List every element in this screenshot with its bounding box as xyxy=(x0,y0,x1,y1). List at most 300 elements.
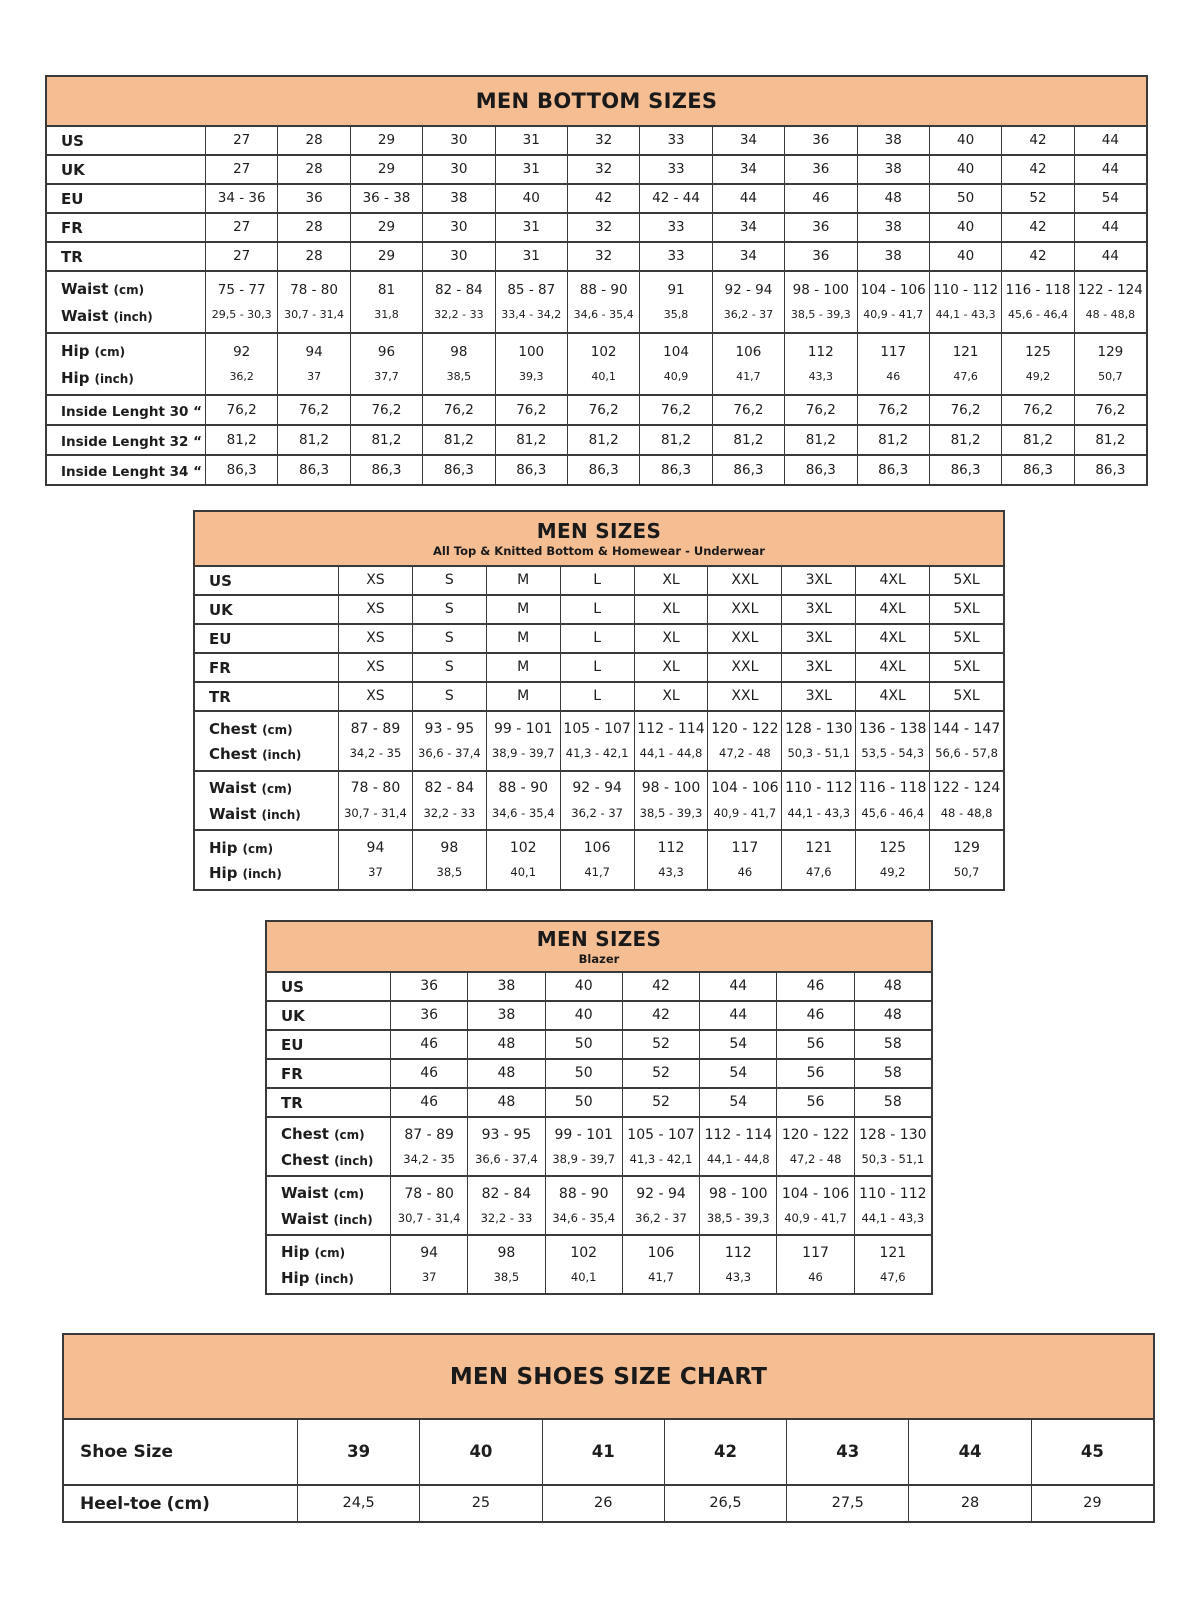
cell xyxy=(495,214,567,241)
row-label-text: Chest xyxy=(209,745,257,763)
cell xyxy=(1074,334,1146,394)
value: 48 xyxy=(884,190,902,207)
table-men-bottom-sizes xyxy=(45,75,1148,486)
value: 44 xyxy=(1101,132,1119,149)
cell xyxy=(467,1118,544,1175)
value: 76,2 xyxy=(371,401,402,418)
value: 33 xyxy=(667,248,685,265)
value: 36 xyxy=(812,219,830,236)
cell xyxy=(277,214,349,241)
table-row xyxy=(47,241,1146,270)
row-label-line xyxy=(61,461,202,480)
value: XL xyxy=(662,629,680,646)
cell xyxy=(205,272,277,332)
cell xyxy=(350,334,422,394)
value-inch: 41,7 xyxy=(648,1269,674,1284)
cell xyxy=(277,426,349,454)
value: 29 xyxy=(377,161,396,178)
cell xyxy=(545,1002,622,1029)
value: 76,2 xyxy=(878,401,909,418)
row-label-line xyxy=(209,600,233,619)
value: 31 xyxy=(522,132,540,149)
cell xyxy=(350,185,422,212)
cell xyxy=(545,1060,622,1087)
value: 41 xyxy=(591,1441,615,1461)
value: 32 xyxy=(595,248,613,265)
cell xyxy=(467,1089,544,1116)
cell xyxy=(929,127,1001,154)
value: 86,3 xyxy=(878,461,909,478)
cell xyxy=(639,272,711,332)
value-inch: 34,6 - 35,4 xyxy=(491,805,555,820)
value-inch: 34,2 - 35 xyxy=(349,746,402,761)
value-cm: 94 xyxy=(420,1244,439,1261)
value-inch: 47,2 - 48 xyxy=(719,746,771,761)
row-label xyxy=(64,1486,297,1521)
value: M xyxy=(517,687,530,704)
cell xyxy=(707,712,781,770)
row-label-line xyxy=(61,431,202,450)
table-title: MEN SIZES xyxy=(536,927,662,951)
value-cm: 94 xyxy=(305,344,323,361)
cell xyxy=(338,683,412,710)
value-cm: 81 xyxy=(377,282,396,299)
value-cm: 98 xyxy=(450,344,468,361)
cell xyxy=(707,625,781,652)
cell xyxy=(857,214,929,241)
cell xyxy=(338,831,412,889)
cell xyxy=(422,214,494,241)
value: 76,2 xyxy=(950,401,981,418)
cell xyxy=(712,334,784,394)
value: 29 xyxy=(377,219,396,236)
cell xyxy=(467,1002,544,1029)
value: L xyxy=(593,571,602,588)
value: 40 xyxy=(574,1006,593,1023)
cell xyxy=(854,973,931,1000)
value-cm: 78 - 80 xyxy=(290,282,338,299)
value-inch: 38,5 - 39,3 xyxy=(706,1210,770,1225)
row-label-line xyxy=(281,1183,364,1202)
table-row xyxy=(195,829,1003,889)
value-inch: 30,7 - 31,4 xyxy=(344,805,407,820)
value-inch: 36,6 - 37,4 xyxy=(418,746,481,761)
value-inch: 35,8 xyxy=(663,307,689,321)
cell xyxy=(277,185,349,212)
cell xyxy=(205,456,277,484)
value-cm: 102 xyxy=(570,1244,598,1261)
cell xyxy=(567,185,639,212)
value: 86,3 xyxy=(443,461,474,478)
value: XL xyxy=(662,571,680,588)
cell xyxy=(486,596,560,623)
cell xyxy=(664,1486,786,1521)
cell xyxy=(929,334,1001,394)
value-inch: 44,1 - 43,3 xyxy=(861,1210,925,1225)
cell xyxy=(639,185,711,212)
cell xyxy=(781,831,855,889)
row-label-text: EU xyxy=(281,1036,304,1054)
value: 36 xyxy=(305,190,323,207)
cell xyxy=(776,1031,853,1058)
cell xyxy=(634,567,708,594)
cell xyxy=(857,456,929,484)
value: 30 xyxy=(450,248,468,265)
cell xyxy=(350,214,422,241)
cell xyxy=(1074,127,1146,154)
table-row xyxy=(195,770,1003,830)
cell xyxy=(495,185,567,212)
cell xyxy=(1074,456,1146,484)
value: 38 xyxy=(884,219,902,236)
value-cm: 100 xyxy=(518,344,545,361)
cell xyxy=(639,456,711,484)
cell xyxy=(634,654,708,681)
cell xyxy=(545,973,622,1000)
row-label xyxy=(195,683,338,710)
value: 38 xyxy=(884,248,902,265)
value: 48 xyxy=(497,1064,516,1081)
row-label-line xyxy=(209,719,293,738)
value-cm: 128 - 130 xyxy=(859,1126,927,1143)
row-label-line xyxy=(281,1209,373,1228)
value: S xyxy=(444,658,454,675)
cell xyxy=(929,654,1003,681)
value: 36 - 38 xyxy=(362,190,411,207)
value-cm: 92 xyxy=(233,344,251,361)
value: XS xyxy=(366,658,385,675)
cell xyxy=(412,567,486,594)
table-title: MEN SIZES xyxy=(536,519,662,543)
value: 46 xyxy=(812,190,830,207)
cell xyxy=(467,1177,544,1234)
cell xyxy=(350,396,422,424)
row-label-text: Inside Lenght 34 “ xyxy=(61,463,202,480)
value: 36 xyxy=(812,132,830,149)
value: 4XL xyxy=(879,687,906,704)
value: 34 - 36 xyxy=(217,190,266,207)
cell xyxy=(712,214,784,241)
value-inch: 48 - 48,8 xyxy=(940,805,993,820)
cell xyxy=(781,683,855,710)
value: 48 xyxy=(497,1093,516,1110)
value: 28 xyxy=(305,161,323,178)
value-cm: 96 xyxy=(377,344,396,361)
cell xyxy=(855,567,929,594)
cell xyxy=(664,1420,786,1484)
value: 38 xyxy=(884,132,902,149)
value: 76,2 xyxy=(443,401,474,418)
value-inch: 48 - 48,8 xyxy=(1085,307,1136,321)
row-label xyxy=(267,1031,390,1058)
row-label-line xyxy=(61,189,83,208)
value: 36 xyxy=(812,161,830,178)
row-label-line xyxy=(61,131,84,150)
cell xyxy=(390,1031,467,1058)
cell xyxy=(639,243,711,270)
row-label-text: Heel-toe xyxy=(80,1493,162,1514)
cell xyxy=(1001,127,1073,154)
row-label-line xyxy=(281,1006,305,1025)
value: 86,3 xyxy=(226,461,257,478)
value: 44 xyxy=(1101,248,1119,265)
cell xyxy=(707,596,781,623)
value: 54 xyxy=(729,1064,748,1081)
cell xyxy=(205,334,277,394)
value-inch: 37,7 xyxy=(374,369,399,383)
cell xyxy=(495,334,567,394)
value: 3XL xyxy=(805,658,832,675)
cell xyxy=(412,625,486,652)
value-cm: 121 xyxy=(879,1244,907,1261)
value: 3XL xyxy=(805,571,832,588)
table-row xyxy=(195,623,1003,652)
table-row xyxy=(267,1175,931,1234)
value: 86,3 xyxy=(733,461,764,478)
value-inch: 32,2 - 33 xyxy=(480,1210,533,1225)
cell xyxy=(707,772,781,830)
table-subtitle: Blazer xyxy=(578,952,620,966)
value: 33 xyxy=(667,132,685,149)
row-label-line xyxy=(80,1442,173,1462)
value: 81,2 xyxy=(1095,431,1126,448)
cell xyxy=(699,1177,776,1234)
value-cm: 98 - 100 xyxy=(641,780,701,797)
cell xyxy=(712,243,784,270)
row-label-line xyxy=(61,247,83,266)
value-inch: 47,6 xyxy=(953,369,978,383)
row-label-text: FR xyxy=(281,1065,303,1083)
cell xyxy=(857,396,929,424)
value: XS xyxy=(366,571,385,588)
value: 58 xyxy=(883,1093,902,1110)
row-label-line xyxy=(61,306,153,325)
value-inch: 50,3 - 51,1 xyxy=(861,1151,925,1166)
value: 34 xyxy=(739,219,758,236)
cell xyxy=(784,426,856,454)
row-label-text: Waist xyxy=(61,280,109,299)
table-row xyxy=(267,1116,931,1175)
row-label-unit: (inch) xyxy=(261,807,301,822)
row-label-text: TR xyxy=(209,688,231,706)
value: 26,5 xyxy=(709,1494,742,1511)
value: XXL xyxy=(731,687,759,704)
cell xyxy=(277,456,349,484)
cell xyxy=(776,1118,853,1175)
row-label-text: Chest xyxy=(209,719,257,738)
value: L xyxy=(593,658,602,675)
value: 4XL xyxy=(879,658,906,675)
value-cm: 110 - 112 xyxy=(785,780,853,797)
cell xyxy=(205,243,277,270)
cell xyxy=(467,1031,544,1058)
row-label-unit: (inch) xyxy=(334,1153,374,1168)
value: 42 xyxy=(1029,248,1047,265)
table-row xyxy=(47,394,1146,424)
cell xyxy=(486,683,560,710)
cell xyxy=(467,1060,544,1087)
value-inch: 43,3 xyxy=(658,865,684,880)
value-cm: 88 - 90 xyxy=(579,282,628,299)
value: 3XL xyxy=(805,629,832,646)
cell xyxy=(908,1420,1030,1484)
cell xyxy=(567,456,639,484)
value: 4XL xyxy=(879,629,906,646)
value-inch: 40,1 xyxy=(510,865,537,880)
value: 46 xyxy=(420,1064,439,1081)
row-label-text: Shoe Size xyxy=(80,1442,173,1462)
cell xyxy=(776,1060,853,1087)
row-label-line xyxy=(209,629,231,648)
value-inch: 34,2 - 35 xyxy=(403,1151,455,1166)
value: 52 xyxy=(652,1064,670,1081)
cell xyxy=(205,396,277,424)
cell xyxy=(699,1060,776,1087)
cell xyxy=(205,214,277,241)
cell xyxy=(422,456,494,484)
table-row xyxy=(47,424,1146,454)
value-inch: 38,5 - 39,3 xyxy=(639,805,703,820)
cell xyxy=(412,772,486,830)
value-cm: 102 xyxy=(590,344,617,361)
value: L xyxy=(593,600,602,617)
cell xyxy=(1001,456,1073,484)
table-header xyxy=(47,77,1146,125)
value: 34 xyxy=(739,248,758,265)
value-cm: 94 xyxy=(366,839,385,856)
value: 81,2 xyxy=(371,431,402,448)
cell xyxy=(412,683,486,710)
row-label xyxy=(267,1118,390,1175)
value: 38 xyxy=(497,977,516,994)
table-header xyxy=(195,512,1003,565)
row-label xyxy=(195,712,338,770)
value: 40 xyxy=(957,219,975,236)
value: 81,2 xyxy=(588,431,619,448)
cell xyxy=(622,1060,699,1087)
row-label-text: Hip xyxy=(209,838,238,857)
cell xyxy=(712,426,784,454)
value: 86,3 xyxy=(1095,461,1126,478)
value: 86,3 xyxy=(1022,461,1054,478)
value: XXL xyxy=(731,658,759,675)
value: S xyxy=(444,629,454,646)
cell xyxy=(542,1420,664,1484)
row-label-line xyxy=(281,1150,373,1169)
value: XXL xyxy=(731,600,759,617)
row-label-unit: (cm) xyxy=(333,1187,365,1202)
cell xyxy=(634,683,708,710)
cell xyxy=(486,772,560,830)
cell xyxy=(857,185,929,212)
value-cm: 125 xyxy=(879,839,907,856)
row-label-line xyxy=(209,804,301,823)
cell xyxy=(545,1031,622,1058)
cell xyxy=(855,712,929,770)
value-cm: 98 - 100 xyxy=(792,282,850,299)
row-label-unit: (inch) xyxy=(242,867,282,881)
table-row xyxy=(195,594,1003,623)
value-cm: 112 - 114 xyxy=(637,720,705,737)
value-cm: 104 - 106 xyxy=(711,780,779,797)
cell xyxy=(622,1031,699,1058)
row-label-unit: (inch) xyxy=(94,371,134,386)
value: 28 xyxy=(960,1494,980,1511)
cell xyxy=(712,272,784,332)
cell xyxy=(781,712,855,770)
value: 31 xyxy=(522,219,540,236)
cell xyxy=(857,156,929,183)
value: 76,2 xyxy=(226,401,257,418)
cell xyxy=(560,596,634,623)
value-inch: 32,2 - 33 xyxy=(434,307,484,321)
cell xyxy=(1001,334,1073,394)
cell xyxy=(390,1118,467,1175)
cell xyxy=(560,831,634,889)
table-row xyxy=(195,652,1003,681)
value: 86,3 xyxy=(516,461,547,478)
value: 46 xyxy=(806,1006,825,1023)
row-label-line xyxy=(209,838,273,857)
row-label-text: Hip xyxy=(281,1268,310,1287)
row-label-line xyxy=(281,1064,303,1083)
value: 25 xyxy=(471,1494,491,1511)
row-label xyxy=(47,243,205,270)
cell xyxy=(929,156,1001,183)
row-label-text: UK xyxy=(61,161,85,179)
cell xyxy=(350,243,422,270)
value-inch: 43,3 xyxy=(808,369,834,383)
value-inch: 53,5 - 54,3 xyxy=(861,746,925,761)
cell xyxy=(542,1486,664,1521)
cell xyxy=(350,426,422,454)
value-inch: 37 xyxy=(368,865,383,880)
value: 48 xyxy=(883,977,902,994)
value: 81,2 xyxy=(733,431,764,448)
table-row xyxy=(267,1000,931,1029)
value: 40 xyxy=(957,161,975,178)
cell xyxy=(1001,396,1073,424)
cell xyxy=(712,127,784,154)
value: M xyxy=(517,629,530,646)
value: 42 xyxy=(714,1441,737,1461)
cell xyxy=(699,1089,776,1116)
value-cm: 125 xyxy=(1025,344,1051,361)
row-label-line xyxy=(281,1124,365,1143)
value-inch: 31,8 xyxy=(374,307,399,321)
row-label-text: TR xyxy=(61,248,83,266)
cell xyxy=(1031,1486,1153,1521)
cell xyxy=(854,1089,931,1116)
value: 86,3 xyxy=(805,461,836,478)
value: 46 xyxy=(420,1093,439,1110)
row-label-unit: (cm) xyxy=(242,841,274,856)
cell xyxy=(855,596,929,623)
value-cm: 117 xyxy=(880,344,907,361)
cell xyxy=(350,456,422,484)
cell xyxy=(707,683,781,710)
cell xyxy=(390,1089,467,1116)
value: M xyxy=(517,658,530,675)
cell xyxy=(929,214,1001,241)
row-label-unit: (cm) xyxy=(113,283,145,298)
value-cm: 105 - 107 xyxy=(563,720,631,737)
cell xyxy=(929,426,1001,454)
row-label-line xyxy=(281,977,304,996)
value: 48 xyxy=(883,1006,902,1023)
value-inch: 41,3 - 42,1 xyxy=(565,746,629,761)
cell xyxy=(855,831,929,889)
